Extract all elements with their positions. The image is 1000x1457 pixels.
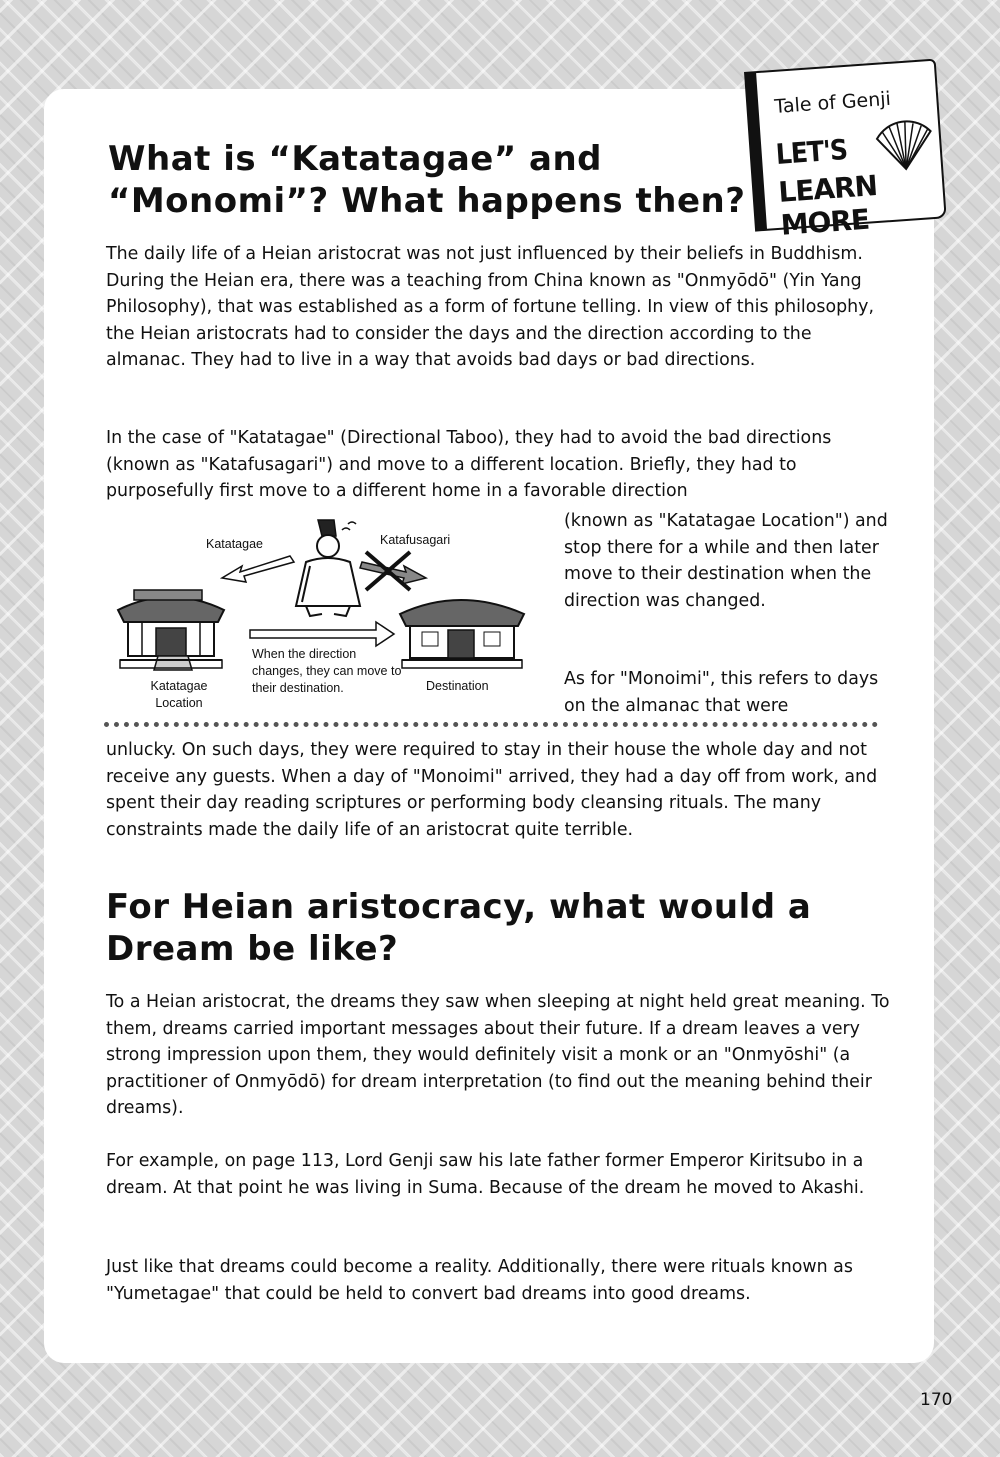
badge-line2: LEARN MORE [777,169,879,242]
section2-paragraph-1: To a Heian aristocrat, the dreams they saw when sleeping at night held great meaning. To them, dreams carried important messages about their future. If a dream leaves a very strong impression upon them, they would definitely visit a monk or an "Onmyōshi" (a practitioner of Onmyōdō) for dream interpretation (to find out the meaning behind their dreams). [106,992,890,1119]
katatagae-location-building [118,590,224,670]
lets-learn-more-badge [744,59,947,242]
section1-paragraph-5: unlucky. On such days, they were required to stay in their house the whole day and not receive any guests. When a day of "Monoimi" arrived, they had a day off from work, and spent their day reading scriptures or performing body cleansing rituals. The many constraints made the daily life of an aristocrat quite terrible. [106,740,878,840]
section1-paragraph-1: The daily life of a Heian aristocrat was not just influenced by their beliefs in Buddhism. During the Heian era, there was a teaching from China known as "Onmyōdō" (Yin Yang Philosophy), that was established as a form of fortune telling. In view of this philosophy, the Heian aristocrats had to consider the days and the direction according to the almanac. They had to live in a way that avoids bad days or bad directions. [106,244,874,371]
label-destination: Destination [426,679,489,693]
label-katatagae-location: Katatagae Location [150,679,208,710]
folding-fan-icon [872,117,937,173]
section2-title: For Heian aristocracy, what would a Dream be like? [106,887,812,969]
section1-paragraph-3: (known as "Katatagae Location") and stop there for a while and then later move to their destination when the direction was changed. [564,511,888,611]
page-number: 170 [920,1390,953,1410]
label-katafusagari: Katafusagari [380,533,451,547]
label-direction-change: When the direction changes, they can move to their destination. [252,647,402,695]
section1-title: What is “Katatagae” and “Monomi”? What happens then? [108,139,746,221]
destination-building [400,600,524,668]
badge-series: Tale of Genji [773,87,892,118]
section1-paragraph-4: As for "Monoimi", this refers to days on the almanac that were [564,669,879,716]
dotted-divider [104,722,878,727]
section1-paragraph-2: In the case of "Katatagae" (Directional Taboo), they had to avoid the bad directions (known as "Katafusagari") and move to a different location. Briefly, they had to purposefully first move to a different home in a favorable direction [106,428,832,502]
section2-paragraph-3: Just like that dreams could become a reality. Additionally, there were rituals known as "Yumetagae" that could be held to convert bad dreams into good dreams. [106,1257,853,1304]
badge-line1: LET'S [774,133,849,171]
label-katatagae: Katatagae [206,537,263,551]
aristocrat-figure [296,520,360,616]
katatagae-diagram [110,510,560,720]
section2-paragraph-2: For example, on page 113, Lord Genji saw his late father former Emperor Kiritsubo in a dream. At that point he was living in Suma. Because of the dream he moved to Akashi. [106,1151,865,1198]
